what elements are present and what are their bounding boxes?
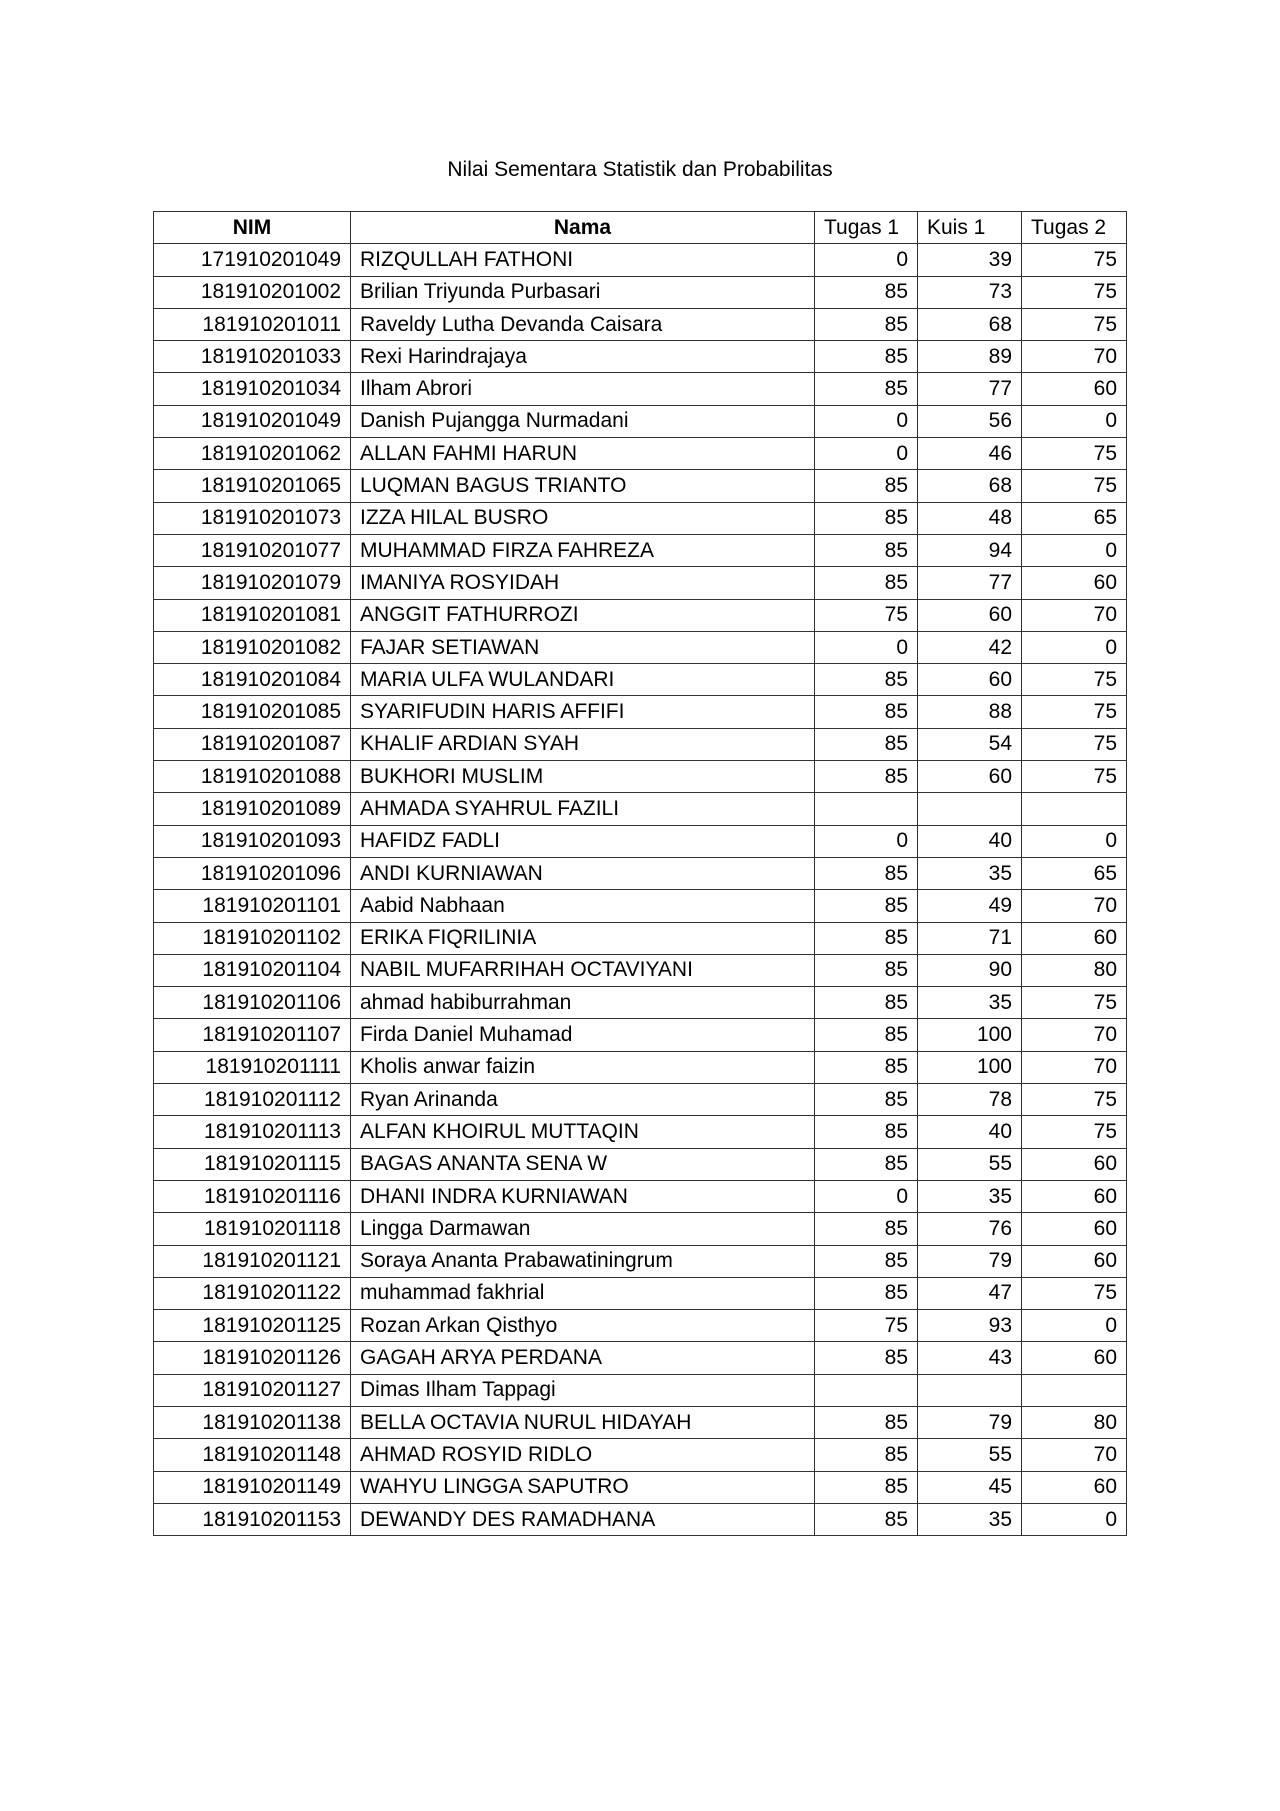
- table-row: [154, 825, 1127, 857]
- cell-nama: KHALIF ARDIAN SYAH: [351, 728, 815, 760]
- table-row: [154, 373, 1127, 405]
- cell-nama: Aabid Nabhaan: [351, 890, 815, 922]
- cell-kuis-1: 78: [918, 1084, 1022, 1116]
- cell-kuis-1: 71: [918, 922, 1022, 954]
- cell-tugas-1: 85: [815, 1406, 918, 1438]
- table-row: [154, 438, 1127, 470]
- cell-nama: IZZA HILAL BUSRO: [351, 502, 815, 534]
- cell-nim: 181910201033: [154, 341, 351, 373]
- cell-kuis-1: 47: [918, 1277, 1022, 1309]
- grades-table: [153, 211, 1127, 1536]
- cell-kuis-1: 88: [918, 696, 1022, 728]
- cell-nama: Firda Daniel Muhamad: [351, 1019, 815, 1051]
- cell-nim: 181910201082: [154, 631, 351, 663]
- cell-kuis-1: [918, 1374, 1022, 1406]
- cell-kuis-1: 40: [918, 1116, 1022, 1148]
- cell-tugas-1: 85: [815, 1019, 918, 1051]
- cell-nama: GAGAH ARYA PERDANA: [351, 1342, 815, 1374]
- cell-tugas-2: 75: [1022, 1277, 1127, 1309]
- cell-nim: 181910201153: [154, 1503, 351, 1535]
- cell-nim: 181910201077: [154, 534, 351, 566]
- table-row: [154, 1051, 1127, 1083]
- cell-nama: NABIL MUFARRIHAH OCTAVIYANI: [351, 954, 815, 986]
- table-row: [154, 1439, 1127, 1471]
- cell-tugas-2: 60: [1022, 1213, 1127, 1245]
- cell-tugas-1: 85: [815, 1342, 918, 1374]
- cell-nama: BELLA OCTAVIA NURUL HIDAYAH: [351, 1406, 815, 1438]
- cell-nama: BUKHORI MUSLIM: [351, 761, 815, 793]
- cell-kuis-1: 90: [918, 954, 1022, 986]
- cell-kuis-1: 35: [918, 857, 1022, 889]
- cell-tugas-1: 85: [815, 696, 918, 728]
- cell-nim: 181910201065: [154, 470, 351, 502]
- cell-kuis-1: 49: [918, 890, 1022, 922]
- cell-tugas-2: 60: [1022, 373, 1127, 405]
- cell-nim: 181910201125: [154, 1310, 351, 1342]
- cell-kuis-1: 42: [918, 631, 1022, 663]
- cell-tugas-1: 85: [815, 890, 918, 922]
- cell-tugas-2: 0: [1022, 631, 1127, 663]
- cell-tugas-2: 75: [1022, 1116, 1127, 1148]
- cell-nama: Kholis anwar faizin: [351, 1051, 815, 1083]
- cell-nim: 181910201073: [154, 502, 351, 534]
- cell-tugas-2: [1022, 793, 1127, 825]
- cell-tugas-1: 75: [815, 1310, 918, 1342]
- cell-nim: 181910201113: [154, 1116, 351, 1148]
- cell-tugas-1: 85: [815, 664, 918, 696]
- cell-nama: AHMAD ROSYID RIDLO: [351, 1439, 815, 1471]
- table-body: [154, 244, 1127, 1536]
- cell-tugas-2: 75: [1022, 696, 1127, 728]
- table-row: [154, 1180, 1127, 1212]
- cell-tugas-2: 60: [1022, 1180, 1127, 1212]
- cell-nim: 181910201093: [154, 825, 351, 857]
- cell-kuis-1: 100: [918, 1051, 1022, 1083]
- cell-nim: 181910201121: [154, 1245, 351, 1277]
- cell-tugas-2: 75: [1022, 438, 1127, 470]
- cell-kuis-1: 76: [918, 1213, 1022, 1245]
- cell-nim: 181910201081: [154, 599, 351, 631]
- cell-nama: FAJAR SETIAWAN: [351, 631, 815, 663]
- table-row: [154, 534, 1127, 566]
- cell-nim: 181910201111: [154, 1051, 351, 1083]
- cell-kuis-1: 60: [918, 599, 1022, 631]
- table-row: [154, 1213, 1127, 1245]
- cell-kuis-1: 73: [918, 276, 1022, 308]
- cell-tugas-1: 85: [815, 1051, 918, 1083]
- cell-nama: IMANIYA ROSYIDAH: [351, 567, 815, 599]
- cell-kuis-1: 94: [918, 534, 1022, 566]
- cell-tugas-2: 75: [1022, 664, 1127, 696]
- cell-tugas-1: 0: [815, 1180, 918, 1212]
- cell-kuis-1: 60: [918, 664, 1022, 696]
- cell-tugas-2: 65: [1022, 502, 1127, 534]
- cell-tugas-1: 0: [815, 405, 918, 437]
- cell-nama: Ilham Abrori: [351, 373, 815, 405]
- cell-nim: 181910201062: [154, 438, 351, 470]
- cell-nim: 181910201002: [154, 276, 351, 308]
- cell-tugas-2: 60: [1022, 1245, 1127, 1277]
- cell-nama: BAGAS ANANTA SENA W: [351, 1148, 815, 1180]
- cell-kuis-1: 60: [918, 761, 1022, 793]
- cell-nama: MARIA ULFA WULANDARI: [351, 664, 815, 696]
- cell-nim: 181910201138: [154, 1406, 351, 1438]
- cell-nim: 181910201087: [154, 728, 351, 760]
- cell-tugas-2: 75: [1022, 761, 1127, 793]
- cell-tugas-2: 60: [1022, 1342, 1127, 1374]
- cell-nama: RIZQULLAH FATHONI: [351, 244, 815, 276]
- cell-nim: 181910201034: [154, 373, 351, 405]
- table-row: [154, 1277, 1127, 1309]
- cell-tugas-2: 60: [1022, 1148, 1127, 1180]
- cell-nim: 181910201106: [154, 987, 351, 1019]
- cell-tugas-2: 80: [1022, 954, 1127, 986]
- cell-nama: ERIKA FIQRILINIA: [351, 922, 815, 954]
- table-row: [154, 728, 1127, 760]
- cell-nim: 171910201049: [154, 244, 351, 276]
- cell-kuis-1: 35: [918, 987, 1022, 1019]
- cell-nim: 181910201107: [154, 1019, 351, 1051]
- cell-tugas-1: 85: [815, 1084, 918, 1116]
- cell-tugas-2: 0: [1022, 1503, 1127, 1535]
- cell-kuis-1: 40: [918, 825, 1022, 857]
- cell-nama: Ryan Arinanda: [351, 1084, 815, 1116]
- table-row: [154, 922, 1127, 954]
- table-row: [154, 890, 1127, 922]
- cell-tugas-1: 85: [815, 728, 918, 760]
- cell-kuis-1: 56: [918, 405, 1022, 437]
- cell-tugas-1: 85: [815, 987, 918, 1019]
- cell-nim: 181910201127: [154, 1374, 351, 1406]
- cell-nama: HAFIDZ FADLI: [351, 825, 815, 857]
- cell-kuis-1: 55: [918, 1148, 1022, 1180]
- cell-nama: Rexi Harindrajaya: [351, 341, 815, 373]
- cell-nim: 181910201122: [154, 1277, 351, 1309]
- table-row: [154, 599, 1127, 631]
- cell-tugas-1: 75: [815, 599, 918, 631]
- cell-tugas-1: [815, 793, 918, 825]
- cell-nim: 181910201096: [154, 857, 351, 889]
- cell-tugas-2: 0: [1022, 825, 1127, 857]
- table-row: [154, 664, 1127, 696]
- cell-nim: 181910201079: [154, 567, 351, 599]
- page-title: Nilai Sementara Statistik dan Probabilitas: [447, 158, 833, 181]
- table-row: [154, 857, 1127, 889]
- cell-nim: 181910201148: [154, 1439, 351, 1471]
- cell-nama: MUHAMMAD FIRZA FAHREZA: [351, 534, 815, 566]
- cell-tugas-1: 85: [815, 1148, 918, 1180]
- cell-tugas-1: 0: [815, 825, 918, 857]
- table-row: [154, 1503, 1127, 1535]
- cell-tugas-2: 70: [1022, 599, 1127, 631]
- cell-nim: 181910201102: [154, 922, 351, 954]
- cell-nama: Lingga Darmawan: [351, 1213, 815, 1245]
- cell-tugas-1: 85: [815, 1277, 918, 1309]
- table-header-row: [154, 212, 1127, 244]
- cell-tugas-1: 85: [815, 308, 918, 340]
- table-row: [154, 1084, 1127, 1116]
- header-tugas-1: Tugas 1: [815, 212, 918, 244]
- table-row: [154, 405, 1127, 437]
- cell-nama: Soraya Ananta Prabawatiningrum: [351, 1245, 815, 1277]
- cell-nim: 181910201104: [154, 954, 351, 986]
- cell-kuis-1: 35: [918, 1180, 1022, 1212]
- cell-tugas-2: 70: [1022, 1051, 1127, 1083]
- cell-nim: 181910201149: [154, 1471, 351, 1503]
- cell-tugas-1: 85: [815, 534, 918, 566]
- cell-tugas-1: 85: [815, 373, 918, 405]
- cell-tugas-2: 0: [1022, 534, 1127, 566]
- table-row: [154, 761, 1127, 793]
- table-row: [154, 1148, 1127, 1180]
- cell-kuis-1: 77: [918, 373, 1022, 405]
- cell-kuis-1: 45: [918, 1471, 1022, 1503]
- cell-tugas-2: 75: [1022, 276, 1127, 308]
- cell-tugas-2: 75: [1022, 987, 1127, 1019]
- table-row: [154, 502, 1127, 534]
- cell-nim: 181910201126: [154, 1342, 351, 1374]
- cell-nama: muhammad fakhrial: [351, 1277, 815, 1309]
- table-row: [154, 793, 1127, 825]
- table-row: [154, 341, 1127, 373]
- cell-tugas-2: 75: [1022, 244, 1127, 276]
- cell-kuis-1: 93: [918, 1310, 1022, 1342]
- cell-tugas-2: 0: [1022, 405, 1127, 437]
- table-row: [154, 1245, 1127, 1277]
- cell-kuis-1: 48: [918, 502, 1022, 534]
- table-row: [154, 1019, 1127, 1051]
- table-row: [154, 1471, 1127, 1503]
- cell-kuis-1: 43: [918, 1342, 1022, 1374]
- cell-tugas-1: 85: [815, 567, 918, 599]
- cell-tugas-2: 0: [1022, 1310, 1127, 1342]
- cell-nama: SYARIFUDIN HARIS AFFIFI: [351, 696, 815, 728]
- cell-kuis-1: 79: [918, 1245, 1022, 1277]
- cell-nama: Danish Pujangga Nurmadani: [351, 405, 815, 437]
- cell-tugas-1: 85: [815, 1503, 918, 1535]
- cell-kuis-1: 89: [918, 341, 1022, 373]
- cell-nama: DHANI INDRA KURNIAWAN: [351, 1180, 815, 1212]
- cell-nama: DEWANDY DES RAMADHANA: [351, 1503, 815, 1535]
- cell-tugas-1: 85: [815, 857, 918, 889]
- table-row: [154, 696, 1127, 728]
- cell-tugas-1: 0: [815, 631, 918, 663]
- cell-tugas-2: 60: [1022, 1471, 1127, 1503]
- cell-tugas-1: 85: [815, 954, 918, 986]
- table-row: [154, 954, 1127, 986]
- cell-kuis-1: 77: [918, 567, 1022, 599]
- cell-tugas-1: 85: [815, 502, 918, 534]
- cell-kuis-1: 100: [918, 1019, 1022, 1051]
- cell-nim: 181910201115: [154, 1148, 351, 1180]
- header-kuis-1: Kuis 1: [918, 212, 1022, 244]
- cell-tugas-1: 85: [815, 1213, 918, 1245]
- cell-tugas-1: 85: [815, 922, 918, 954]
- cell-kuis-1: 68: [918, 470, 1022, 502]
- cell-kuis-1: 68: [918, 308, 1022, 340]
- table-row: [154, 1116, 1127, 1148]
- cell-tugas-2: 75: [1022, 470, 1127, 502]
- cell-nim: 181910201088: [154, 761, 351, 793]
- cell-tugas-2: 65: [1022, 857, 1127, 889]
- cell-tugas-1: 85: [815, 1439, 918, 1471]
- cell-nama: ANGGIT FATHURROZI: [351, 599, 815, 631]
- cell-nama: ALFAN KHOIRUL MUTTAQIN: [351, 1116, 815, 1148]
- cell-tugas-2: [1022, 1374, 1127, 1406]
- table-row: [154, 987, 1127, 1019]
- cell-nama: ANDI KURNIAWAN: [351, 857, 815, 889]
- cell-tugas-2: 70: [1022, 1439, 1127, 1471]
- cell-kuis-1: 55: [918, 1439, 1022, 1471]
- header-nama: Nama: [351, 212, 815, 244]
- cell-kuis-1: 46: [918, 438, 1022, 470]
- cell-tugas-1: 85: [815, 1245, 918, 1277]
- cell-tugas-1: 85: [815, 341, 918, 373]
- cell-nama: Rozan Arkan Qisthyo: [351, 1310, 815, 1342]
- cell-nama: WAHYU LINGGA SAPUTRO: [351, 1471, 815, 1503]
- table-row: [154, 1342, 1127, 1374]
- cell-nama: Raveldy Lutha Devanda Caisara: [351, 308, 815, 340]
- table-row: [154, 470, 1127, 502]
- cell-nim: 181910201085: [154, 696, 351, 728]
- cell-tugas-1: 0: [815, 438, 918, 470]
- cell-tugas-2: 80: [1022, 1406, 1127, 1438]
- header-nim: NIM: [154, 212, 351, 244]
- cell-tugas-2: 75: [1022, 308, 1127, 340]
- cell-nim: 181910201084: [154, 664, 351, 696]
- table-row: [154, 567, 1127, 599]
- cell-tugas-1: 85: [815, 761, 918, 793]
- table-row: [154, 244, 1127, 276]
- cell-tugas-2: 75: [1022, 1084, 1127, 1116]
- table-row: [154, 276, 1127, 308]
- cell-tugas-2: 60: [1022, 567, 1127, 599]
- cell-tugas-1: 85: [815, 276, 918, 308]
- cell-kuis-1: 35: [918, 1503, 1022, 1535]
- table-row: [154, 1406, 1127, 1438]
- table-row: [154, 308, 1127, 340]
- cell-tugas-1: 0: [815, 244, 918, 276]
- cell-tugas-2: 70: [1022, 1019, 1127, 1051]
- cell-nim: 181910201101: [154, 890, 351, 922]
- cell-nama: AHMADA SYAHRUL FAZILI: [351, 793, 815, 825]
- cell-nim: 181910201011: [154, 308, 351, 340]
- cell-tugas-2: 70: [1022, 890, 1127, 922]
- cell-kuis-1: [918, 793, 1022, 825]
- cell-nim: 181910201089: [154, 793, 351, 825]
- cell-tugas-1: [815, 1374, 918, 1406]
- cell-kuis-1: 54: [918, 728, 1022, 760]
- cell-kuis-1: 39: [918, 244, 1022, 276]
- cell-nama: ahmad habiburrahman: [351, 987, 815, 1019]
- cell-nim: 181910201112: [154, 1084, 351, 1116]
- table-row: [154, 631, 1127, 663]
- cell-nim: 181910201118: [154, 1213, 351, 1245]
- cell-nama: Brilian Triyunda Purbasari: [351, 276, 815, 308]
- cell-tugas-2: 75: [1022, 728, 1127, 760]
- cell-nama: Dimas Ilham Tappagi: [351, 1374, 815, 1406]
- table-row: [154, 1310, 1127, 1342]
- table-row: [154, 1374, 1127, 1406]
- cell-tugas-1: 85: [815, 470, 918, 502]
- cell-tugas-1: 85: [815, 1471, 918, 1503]
- cell-tugas-1: 85: [815, 1116, 918, 1148]
- cell-nama: ALLAN FAHMI HARUN: [351, 438, 815, 470]
- header-tugas-2: Tugas 2: [1022, 212, 1127, 244]
- cell-nim: 181910201049: [154, 405, 351, 437]
- cell-nama: LUQMAN BAGUS TRIANTO: [351, 470, 815, 502]
- cell-nim: 181910201116: [154, 1180, 351, 1212]
- cell-kuis-1: 79: [918, 1406, 1022, 1438]
- cell-tugas-2: 60: [1022, 922, 1127, 954]
- cell-tugas-2: 70: [1022, 341, 1127, 373]
